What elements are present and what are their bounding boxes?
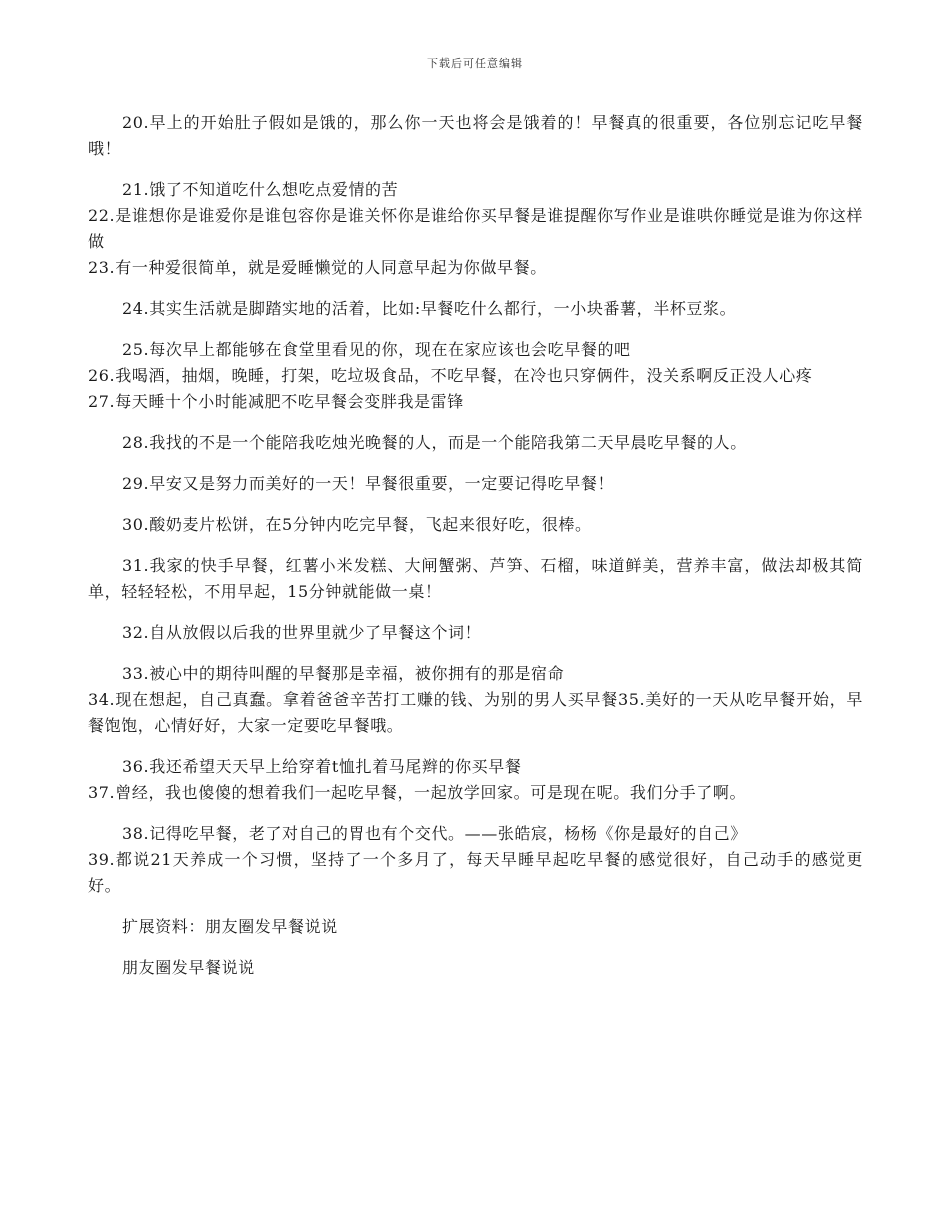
paragraph-32: 32.自从放假以后我的世界里就少了早餐这个词！: [122, 623, 482, 642]
paragraph-37: 37.曾经，我也傻傻的想着我们一起吃早餐，一起放学回家。可是现在呢。我们分手了啊。: [88, 783, 747, 802]
paragraph-33: 33.被心中的期待叫醒的早餐那是幸福，被你拥有的那是宿命: [122, 664, 565, 683]
extended-material-heading: 扩展资料：朋友圈发早餐说说: [122, 917, 338, 936]
paragraph-38: 38.记得吃早餐，老了对自己的胃也有个交代。——张皓宸，杨杨《你是最好的自己》: [122, 824, 747, 843]
paragraph-34-35: 34.现在想起，自己真蠢。拿着爸爸辛苦打工赚的钱、为别的男人买早餐35.美好的一天从吃早餐开始，早餐饱饱，心情好好，大家一定要吃早餐哦。: [88, 690, 863, 735]
paragraph-27: 27.每天睡十个小时能减肥不吃早餐会变胖我是雷锋: [88, 392, 464, 411]
section-title: 朋友圈发早餐说说: [122, 958, 255, 977]
paragraph-23: 23.有一种爱很简单，就是爱睡懒觉的人同意早起为你做早餐。: [88, 258, 547, 277]
paragraph-25: 25.每次早上都能够在食堂里看见的你，现在在家应该也会吃早餐的吧: [122, 340, 631, 359]
paragraph-30: 30.酸奶麦片松饼，在5分钟内吃完早餐，飞起来很好吃，很棒。: [122, 515, 592, 534]
paragraph-21: 21.饿了不知道吃什么想吃点爱情的苦: [122, 180, 399, 199]
paragraph-26: 26.我喝酒，抽烟，晚睡，打架，吃垃圾食品，不吃早餐，在冷也只穿俩件，没关系啊反正没人心疼: [88, 366, 813, 385]
paragraph-20: 20.早上的开始肚子假如是饿的，那么你一天也将会是饿着的！早餐真的很重要，各位别忘记吃早餐哦！: [88, 113, 863, 158]
paragraph-24: 24.其实生活就是脚踏实地的活着，比如:早餐吃什么都行，一小块番薯，半杯豆浆。: [122, 299, 737, 318]
paragraph-31: 31.我家的快手早餐，红薯小米发糕、大闸蟹粥、芦笋、石榴，味道鲜美，营养丰富，做法却极其简单，轻轻轻松，不用早起，15分钟就能做一桌！: [88, 556, 863, 601]
paragraph-29: 29.早安又是努力而美好的一天！早餐很重要，一定要记得吃早餐！: [122, 474, 615, 493]
paragraph-36: 36.我还希望天天早上给穿着t恤扎着马尾辫的你买早餐: [122, 757, 522, 776]
paragraph-22: 22.是谁想你是谁爱你是谁包容你是谁关怀你是谁给你买早餐是谁提醒你写作业是谁哄你睡觉是谁为你这样做: [88, 206, 863, 251]
document-body: [88, 110, 863, 981]
page-header: 下载后可任意编辑: [427, 57, 523, 70]
paragraph-28: 28.我找的不是一个能陪我吃烛光晚餐的人，而是一个能陪我第二天早晨吃早餐的人。: [122, 433, 747, 452]
paragraph-39: 39.都说21天养成一个习惯，坚持了一个多月了，每天早睡早起吃早餐的感觉很好，自己动手的感觉更好。: [88, 850, 863, 895]
